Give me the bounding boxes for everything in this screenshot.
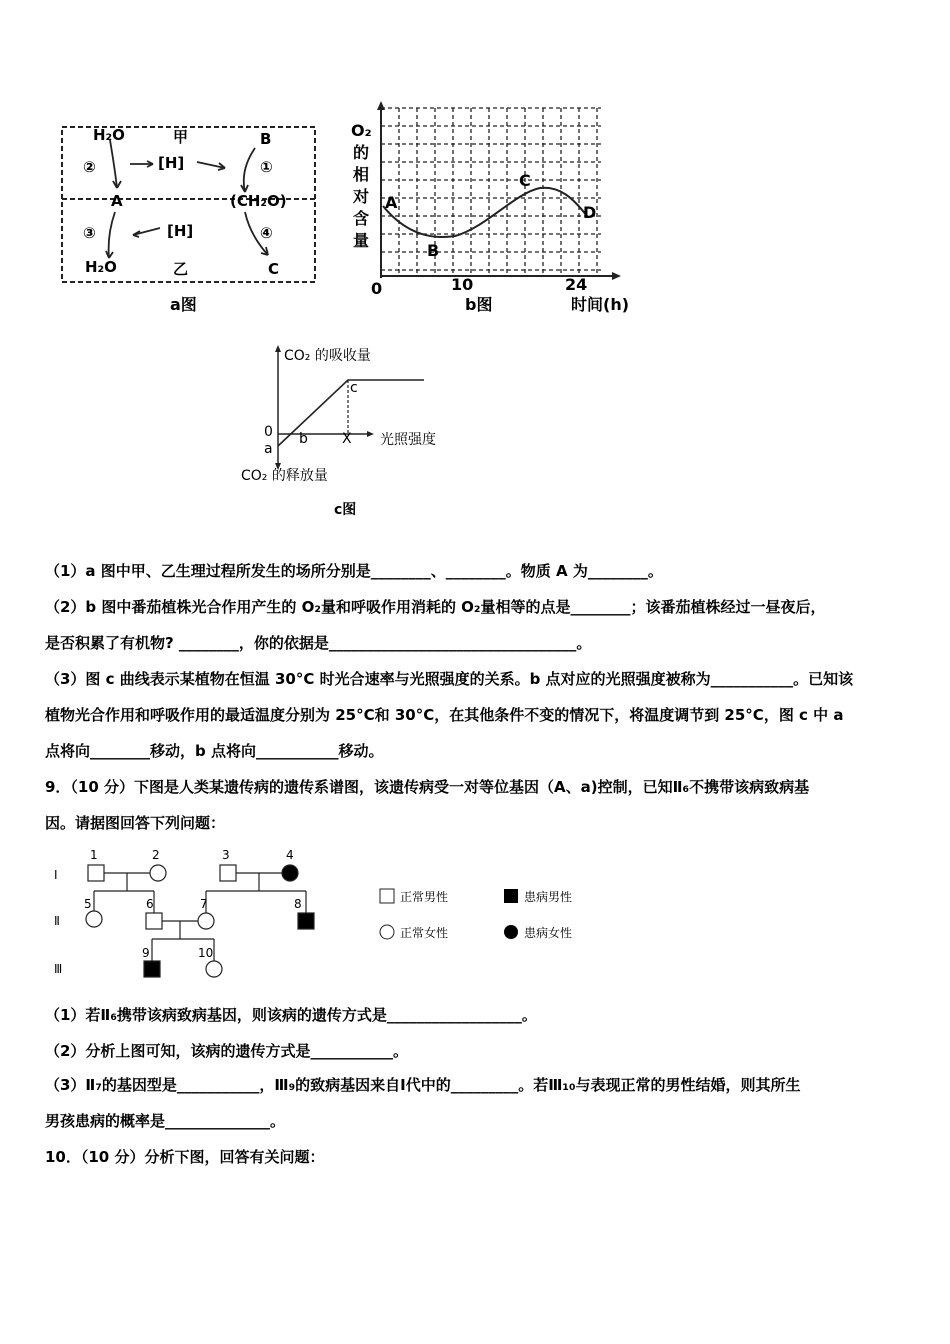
b-tick-0: 0 xyxy=(371,279,383,298)
gen-2: Ⅱ xyxy=(54,914,60,928)
individual-7-normal-female xyxy=(198,913,214,929)
q10-line-1: 10．（10 分）分析下图，回答有关问题： xyxy=(45,1148,325,1166)
legend-affected-female-icon xyxy=(504,925,518,939)
label-ch2o: (CH₂O) xyxy=(230,192,287,210)
id-2: 2 xyxy=(152,848,160,862)
legend-normal-female-icon xyxy=(380,925,394,939)
id-7: 7 xyxy=(200,897,208,911)
label-c2: ② xyxy=(83,158,96,176)
c-x: X xyxy=(342,431,352,447)
c-a: a xyxy=(264,441,273,457)
q9-sub-1: （1）若Ⅱ₆携带该病致病基因，则该病的遗传方式是__________________。 xyxy=(45,1006,537,1024)
q8-line-1: （1）a 图中甲、乙生理过程所发生的场所分别是________、________。物质 A 为________。 xyxy=(45,562,663,580)
id-10: 10 xyxy=(198,946,214,960)
id-1: 1 xyxy=(90,848,98,862)
c-ylabel-top: CO₂ 的吸收量 xyxy=(284,348,371,364)
b-tick-24: 24 xyxy=(565,275,588,294)
b-ylabel-5: 量 xyxy=(353,231,370,250)
legend-normal-male: 正常男性 xyxy=(400,890,449,904)
b-xlabel: 时间(h) xyxy=(571,295,630,314)
b-ylabel-3: 对 xyxy=(353,187,370,206)
q9-sub-3b: 男孩患病的概率是______________。 xyxy=(45,1112,286,1130)
id-8: 8 xyxy=(294,897,302,911)
caption-a: a图 xyxy=(170,295,197,314)
label-h2o-bottom: H₂O xyxy=(85,258,117,276)
c-ylabel-bottom: CO₂ 的释放量 xyxy=(241,468,328,484)
gen-3: Ⅲ xyxy=(54,962,63,976)
q8-line-3: 是否积累了有机物? ________，你的依据是_________________________________。 xyxy=(45,634,592,652)
c-xlabel: 光照强度 xyxy=(380,432,436,448)
c-b: b xyxy=(299,431,308,447)
q9-sub-2: （2）分析上图可知，该病的遗传方式是___________。 xyxy=(45,1042,408,1060)
c-c: c xyxy=(350,380,358,396)
b-ylabel-4: 含 xyxy=(353,209,370,228)
b-ylabel-0: O₂ xyxy=(351,121,372,140)
caption-c: c图 xyxy=(334,502,357,518)
individual-10-normal-female xyxy=(206,961,222,977)
q8-line-6: 点将向________移动，b 点将向___________移动。 xyxy=(45,742,384,760)
label-a: A xyxy=(111,192,123,210)
individual-6-normal-male xyxy=(146,913,162,929)
legend-affected-male: 患病男性 xyxy=(524,890,573,904)
label-h-bottom: [H] xyxy=(167,222,194,240)
label-h-top: [H] xyxy=(158,154,185,172)
q9-line-2: 因。请据图回答下列问题： xyxy=(45,814,226,832)
individual-1-normal-male xyxy=(88,865,104,881)
label-h2o-top: H₂O xyxy=(93,126,125,144)
figure-b xyxy=(345,98,655,320)
label-c: C xyxy=(268,260,280,278)
label-jia: 甲 xyxy=(173,128,189,146)
pedigree-chart xyxy=(48,845,608,985)
b-point-c: C xyxy=(519,171,531,190)
q8-line-4: （3）图 c 曲线表示某植物在恒温 30°C 时光合速率与光照强度的关系。b 点对应的光照强度被称为___________。已知该 xyxy=(45,670,854,688)
individual-5-normal-female xyxy=(86,911,102,927)
b-ylabel-1: 的 xyxy=(353,143,370,162)
individual-8-affected-male xyxy=(298,913,314,929)
b-curve xyxy=(383,188,587,237)
id-6: 6 xyxy=(146,897,154,911)
individual-9-affected-male xyxy=(144,961,160,977)
caption-b: b图 xyxy=(465,295,493,314)
legend-normal-male-icon xyxy=(380,889,394,903)
gen-1: Ⅰ xyxy=(54,868,58,882)
b-tick-10: 10 xyxy=(451,275,474,294)
b-point-b: B xyxy=(427,241,440,260)
label-yi: 乙 xyxy=(173,260,189,278)
b-ylabel-2: 相 xyxy=(353,165,370,184)
id-5: 5 xyxy=(84,897,92,911)
label-b: B xyxy=(260,130,272,148)
label-c1: ① xyxy=(260,158,273,176)
label-c4: ④ xyxy=(260,224,273,242)
figure-a xyxy=(55,120,325,320)
b-point-d: D xyxy=(583,203,597,222)
q8-line-5: 植物光合作用和呼吸作用的最适温度分别为 25°C和 30°C，在其他条件不变的情况下，将温度调节到 25°C，图 c 中 a xyxy=(45,706,844,724)
c-origin: 0 xyxy=(264,424,273,440)
b-point-a: A xyxy=(385,193,398,212)
individual-4-affected-female xyxy=(282,865,298,881)
q8-line-2: （2）b 图中番茄植株光合作用产生的 O₂量和呼吸作用消耗的 O₂量相等的点是________；该番茄植株经过一昼夜后， xyxy=(45,598,826,616)
q9-sub-3a: （3）Ⅱ₇的基因型是___________，Ⅲ₉的致病基因来自Ⅰ代中的_________。若Ⅲ₁₀与表现正常的男性结婚，则其所生 xyxy=(45,1076,801,1094)
label-c3: ③ xyxy=(83,224,96,242)
id-3: 3 xyxy=(222,848,230,862)
legend-affected-male-icon xyxy=(504,889,518,903)
figure-c xyxy=(236,340,466,522)
legend-normal-female: 正常女性 xyxy=(400,926,449,940)
individual-2-normal-female xyxy=(150,865,166,881)
id-9: 9 xyxy=(142,946,150,960)
individual-3-normal-male xyxy=(220,865,236,881)
q9-line-1: 9．（10 分）下图是人类某遗传病的遗传系谱图，该遗传病受一对等位基因（A、a)控制，已知Ⅱ₆不携带该病致病基 xyxy=(45,778,810,796)
legend-affected-female: 患病女性 xyxy=(524,926,573,940)
id-4: 4 xyxy=(286,848,294,862)
